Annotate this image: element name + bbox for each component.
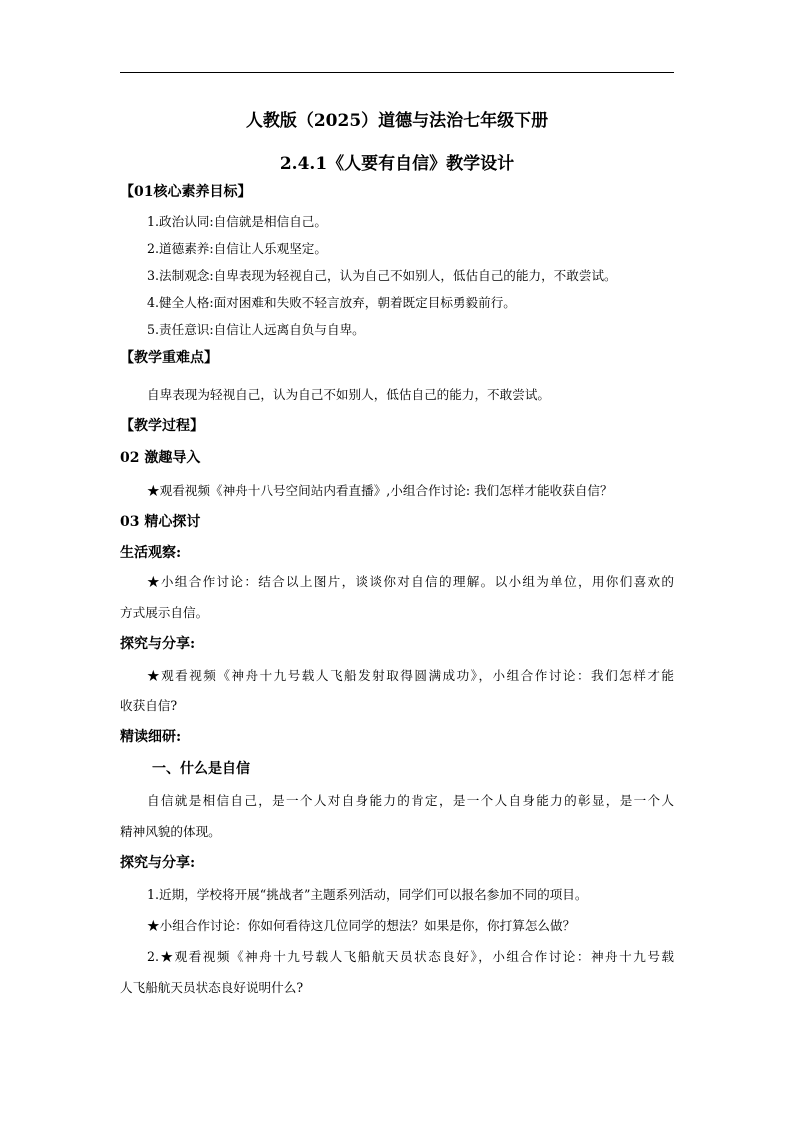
key-points-text: 自卑表现为轻视自己，认为自己不如别人，低估自己的能力，不敢尝试。 (147, 387, 550, 402)
life-observation-text-line1: ★小组合作讨论：结合以上图片，谈谈你对自信的理解。以小组为单位，用你们喜欢的 (147, 574, 674, 589)
life-observation-text-line2: 方式展示自信。 (120, 605, 209, 620)
section-heading-process: 【教学过程】 (120, 418, 204, 434)
header-rule (120, 72, 674, 73)
heading-what-is-confidence: 一、什么是自信 (152, 761, 250, 777)
intro-text: ★观看视频《神舟十八号空间站内看直播》,小组合作讨论: 我们怎样才能收获自信？ (147, 483, 613, 498)
goal-item: 5.责任意识:自信让人远离自负与自卑。 (147, 322, 365, 337)
explore-share-1-text-line2: 收获自信? (120, 698, 178, 713)
what-is-confidence-text-line2: 精神风貌的体现。 (120, 824, 221, 839)
explore-share-2-item-line1: 2.★观看视频《神舟十九号载人飞船航天员状态良好》，小组合作讨论：神舟十九号载 (147, 949, 674, 964)
heading-explore: 03 精心探讨 (120, 514, 201, 530)
explore-share-2-item: 1.近期，学校将开展“挑战者”主题系列活动，同学们可以报名参加不同的项目。 (147, 887, 588, 902)
heading-explore-share-1: 探究与分享: (120, 636, 196, 652)
document-subtitle: 2.4.1《人要有自信》教学设计 (279, 154, 515, 174)
section-heading-key-points: 【教学重难点】 (120, 350, 218, 366)
heading-explore-share-2: 探究与分享: (120, 855, 196, 871)
explore-share-1-text-line1: ★观看视频《神舟十九号载人飞船发射取得圆满成功》，小组合作讨论：我们怎样才能 (147, 668, 674, 683)
goal-item: 1.政治认同:自信就是相信自己。 (147, 214, 327, 229)
goal-item: 2.道德素养:自信让人乐观坚定。 (147, 241, 327, 256)
section-heading-goals: 【01核心素养目标】 (120, 184, 252, 200)
goal-item: 4.健全人格:面对困难和失败不轻言放弃，朝着既定目标勇毅前行。 (147, 295, 516, 310)
heading-life-observation: 生活观察: (120, 545, 182, 561)
goal-item: 3.法制观念:自卑表现为轻视自己，认为自己不如别人，低估自己的能力，不敢尝试。 (147, 268, 617, 283)
explore-share-2-item: ★小组合作讨论：你如何看待这几位同学的想法？如果是你，你打算怎么做？ (147, 918, 576, 933)
heading-close-reading: 精读细研: (120, 729, 182, 745)
what-is-confidence-text-line1: 自信就是相信自己，是一个人对自身能力的肯定，是一个人自身能力的彰显，是一个人 (147, 793, 674, 808)
explore-share-2-item-line2: 人飞船航天员状态良好说明什么? (120, 980, 304, 995)
heading-intro: 02 激趣导入 (120, 450, 201, 466)
document-title: 人教版（2025）道德与法治七年级下册 (245, 111, 549, 131)
